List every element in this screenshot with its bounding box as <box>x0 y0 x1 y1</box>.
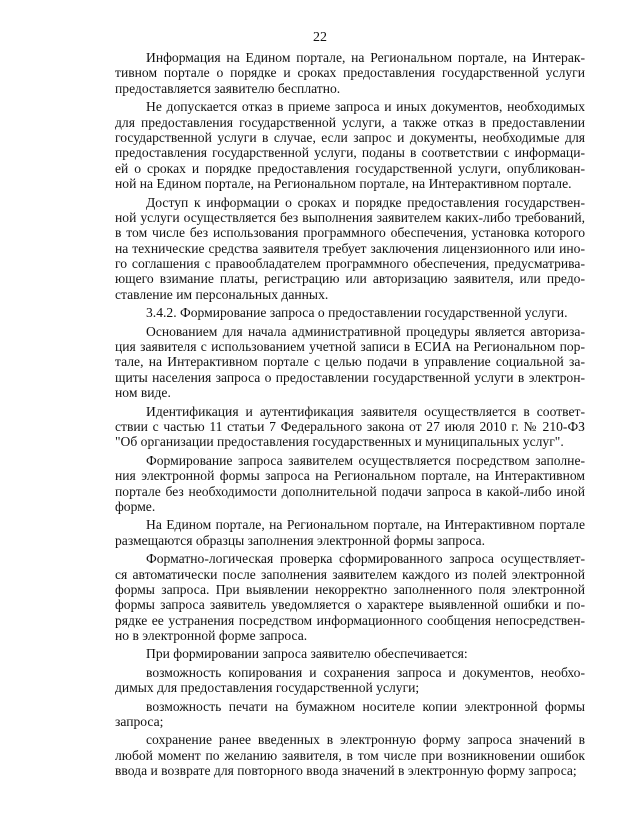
text-line: предоставления государственной услуги, поданы в соответствии с информаци- <box>115 145 585 161</box>
paragraph <box>115 324 585 401</box>
text-line: размещаются образцы заполнения электронной формы запроса. <box>115 532 485 548</box>
text-line: для предоставления государственной услуги, а также отказ в предоставлении <box>115 114 585 130</box>
paragraph <box>115 551 585 643</box>
text-line: предоставляется заявителю бесплатно. <box>115 80 341 96</box>
text-line: портале без необходимости дополнительной подачи запроса в какой-либо иной <box>115 483 585 499</box>
paragraph <box>115 646 585 661</box>
text-line: формы запроса заявитель уведомляется о характере выявленной ошибки и по- <box>115 597 585 613</box>
text-line: ция заявителя с использованием учетной записи в ЕСИА на Региональном пор- <box>115 339 585 355</box>
paragraph <box>115 404 585 450</box>
text-line: При формировании запроса заявителю обеспечивается: <box>146 646 468 662</box>
paragraph <box>115 50 585 96</box>
text-line: Доступ к информации о сроках и порядке предоставления государствен- <box>146 194 585 210</box>
text-line: ющего взимание платы, регистрацию или авторизацию заявителя, или предо- <box>115 271 585 287</box>
text-line: запроса; <box>115 714 164 730</box>
text-line: Информация на Едином портале, на Региональном портале, на Интерак- <box>146 50 585 65</box>
text-line: на технические средства заявителя требует заключения лицензионного или ино- <box>115 240 585 256</box>
text-line: ей о сроках и порядке предоставления государственной услуги, опубликован- <box>115 160 585 176</box>
paragraph <box>115 699 585 730</box>
text-line: тивном портале о порядке и сроках предоставления государственной услуги <box>115 65 585 81</box>
text-line: Формирование запроса заявителем осуществляется посредством заполне- <box>146 452 585 468</box>
text-line: ния электронной формы запроса на Региональном портале, на Интерактивном <box>115 468 585 484</box>
text-line: сохранение ранее введенных в электронную форму запроса значений в <box>146 732 585 748</box>
text-line: рядке ее устранения посредством информационного сообщения непосредствен- <box>115 612 585 628</box>
text-line: Не допускается отказ в приеме запроса и иных документов, необходимых <box>146 99 585 115</box>
paragraph <box>115 453 585 515</box>
text-line: ставление им персональных данных. <box>115 286 329 302</box>
text-line: ствии с частью 11 статьи 7 Федерального закона от 27 июля 2010 г. № 210-ФЗ <box>115 418 585 434</box>
text-line: ной услуги осуществляется без выполнения заявителем каких-либо требований, <box>115 209 585 225</box>
text-line: Идентификация и аутентификация заявителя осуществляется в соответ- <box>146 403 585 419</box>
document-body <box>115 50 585 779</box>
paragraph <box>115 195 585 303</box>
text-line: любой момент по желанию заявителя, в том числе при возникновении ошибок <box>115 747 585 763</box>
page-number: 22 <box>313 30 327 45</box>
text-line: го соглашения с правообладателем программного обеспечения, предусматрива- <box>115 256 585 272</box>
paragraph <box>115 732 585 778</box>
text-line: ввода и возврате для повторного ввода значений в электронную форму запроса; <box>115 763 577 779</box>
text-line: "Об организации предоставления государственных и муниципальных услуг". <box>115 434 564 450</box>
text-line: щиты населения запроса о предоставлении государственной услуги в электрон- <box>115 369 585 385</box>
text-line: возможность печати на бумажном носителе копии электронной формы <box>146 698 585 714</box>
paragraph <box>115 99 585 191</box>
text-line: димых для предоставления государственной услуги; <box>115 680 420 696</box>
text-line: форме. <box>115 498 156 514</box>
text-line: ном виде. <box>115 385 171 401</box>
paragraph <box>115 517 585 548</box>
text-line: но в электронной форме запроса. <box>115 628 308 644</box>
paragraph <box>115 665 585 696</box>
text-line: тале, на Интерактивном портале с целью подачи в управление социальной за- <box>115 354 585 370</box>
text-line: Основанием для начала административной процедуры является авториза- <box>146 323 585 339</box>
text-line: 3.4.2. Формирование запроса о предоставлении государственной услуги. <box>146 305 568 321</box>
text-line: государственной услуги в случае, если запрос и документы, необходимые для <box>115 129 585 145</box>
text-line: На Едином портале, на Региональном портале, на Интерактивном портале <box>146 517 585 533</box>
text-line: ной на Едином портале, на Региональном портале, на Интерактивном портале. <box>115 176 572 192</box>
text-line: возможность копирования и сохранения запроса и документов, необхо- <box>146 664 585 680</box>
text-line: Форматно-логическая проверка сформированного запроса осуществляет- <box>146 551 585 567</box>
text-line: ся автоматически после заполнения заявителем каждого из полей электронной <box>115 566 585 582</box>
paragraph <box>115 305 585 320</box>
text-line: формы запроса. При выявлении некорректно заполненного поля электронной <box>115 581 585 597</box>
text-line: в том числе без использования программного обеспечения, установка которого <box>115 225 585 241</box>
